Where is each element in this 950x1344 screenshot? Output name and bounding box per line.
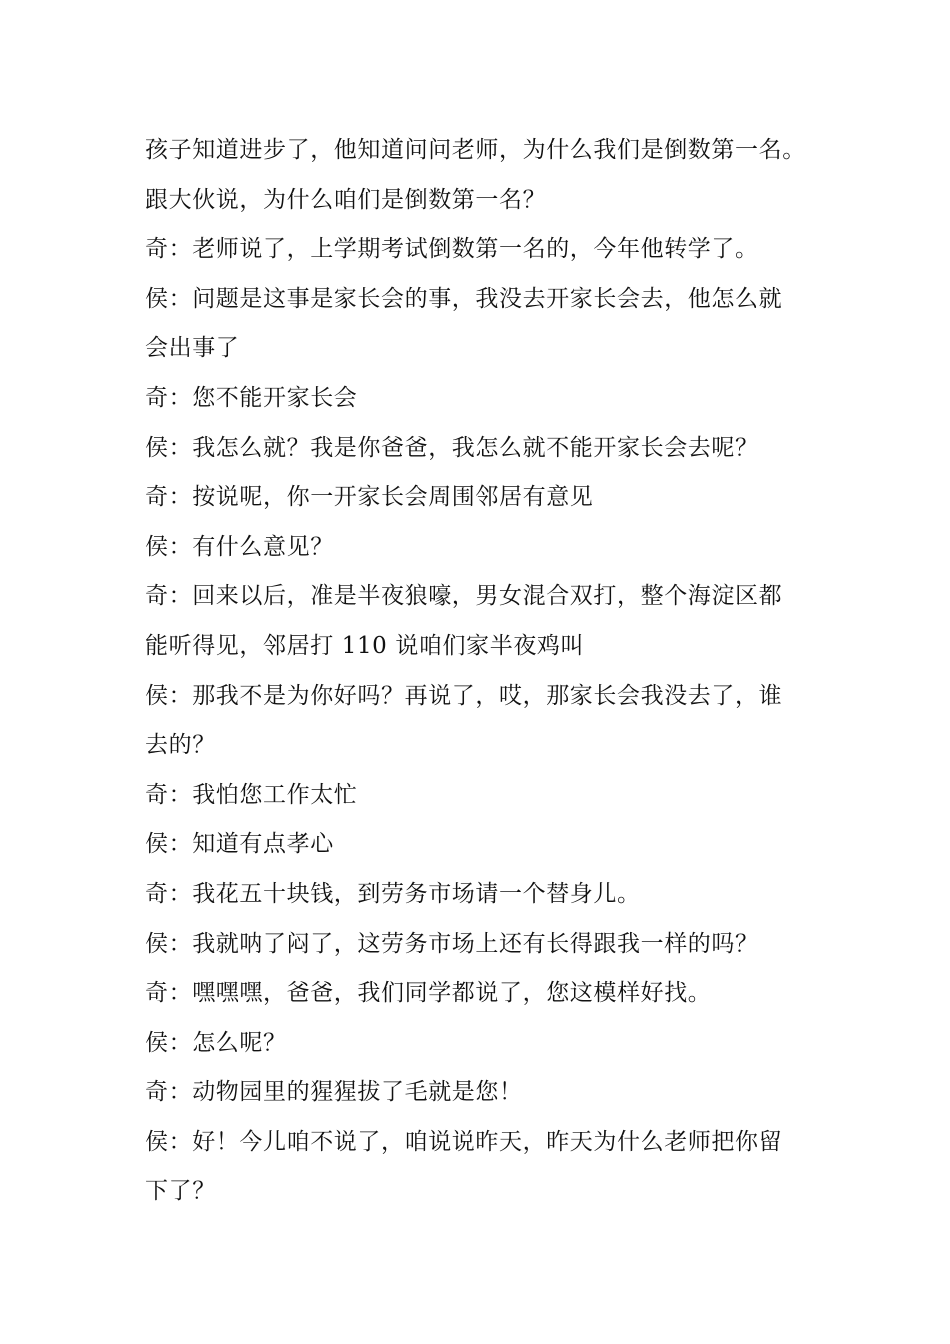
text-line: 侯：知道有点孝心 bbox=[145, 831, 334, 858]
text-line: 奇：按说呢，你一开家长会周围邻居有意见 bbox=[145, 484, 594, 511]
text-line: 下了？ bbox=[145, 1178, 216, 1205]
text-line: 侯：怎么呢？ bbox=[145, 1029, 287, 1056]
text-line: 奇：嘿嘿嘿，爸爸，我们同学都说了，您这模样好找。 bbox=[145, 980, 712, 1007]
text-line: 孩子知道进步了，他知道问问老师，为什么我们是倒数第一名。 bbox=[145, 137, 806, 163]
text-line: 去的？ bbox=[145, 732, 216, 759]
text-line: 奇：我花五十块钱，到劳务市场请一个替身儿。 bbox=[145, 880, 641, 907]
text-line: 奇：我怕您工作太忙 bbox=[145, 781, 358, 808]
text-line: 侯：我怎么就？我是你爸爸，我怎么就不能开家长会去呢？ bbox=[145, 434, 759, 461]
text-line: 奇：老师说了，上学期考试倒数第一名的，今年他转学了。 bbox=[145, 236, 759, 263]
text-line: 侯：问题是这事是家长会的事，我没去开家长会去，他怎么就 bbox=[145, 285, 783, 312]
dialogue-text bbox=[145, 126, 815, 1217]
text-line: 奇：您不能开家长会 bbox=[145, 384, 358, 411]
text-line: 会出事了 bbox=[145, 335, 240, 362]
text-line: 侯：有什么意见？ bbox=[145, 533, 334, 560]
text-line: 能听得见，邻居打 110 说咱们家半夜鸡叫 bbox=[145, 632, 585, 659]
text-line: 奇：动物园里的猩猩拔了毛就是您！ bbox=[145, 1079, 523, 1106]
text-line: 侯：我就呐了闷了，这劳务市场上还有长得跟我一样的吗？ bbox=[145, 930, 759, 957]
text-line: 侯：那我不是为你好吗？再说了，哎，那家长会我没去了，谁 bbox=[145, 682, 783, 709]
text-line: 奇：回来以后，准是半夜狼嚎，男女混合双打，整个海淀区都 bbox=[145, 583, 783, 610]
text-line: 侯：好！今儿咱不说了，咱说说昨天，昨天为什么老师把你留 bbox=[145, 1128, 783, 1155]
text-line: 跟大伙说，为什么咱们是倒数第一名？ bbox=[145, 186, 547, 213]
